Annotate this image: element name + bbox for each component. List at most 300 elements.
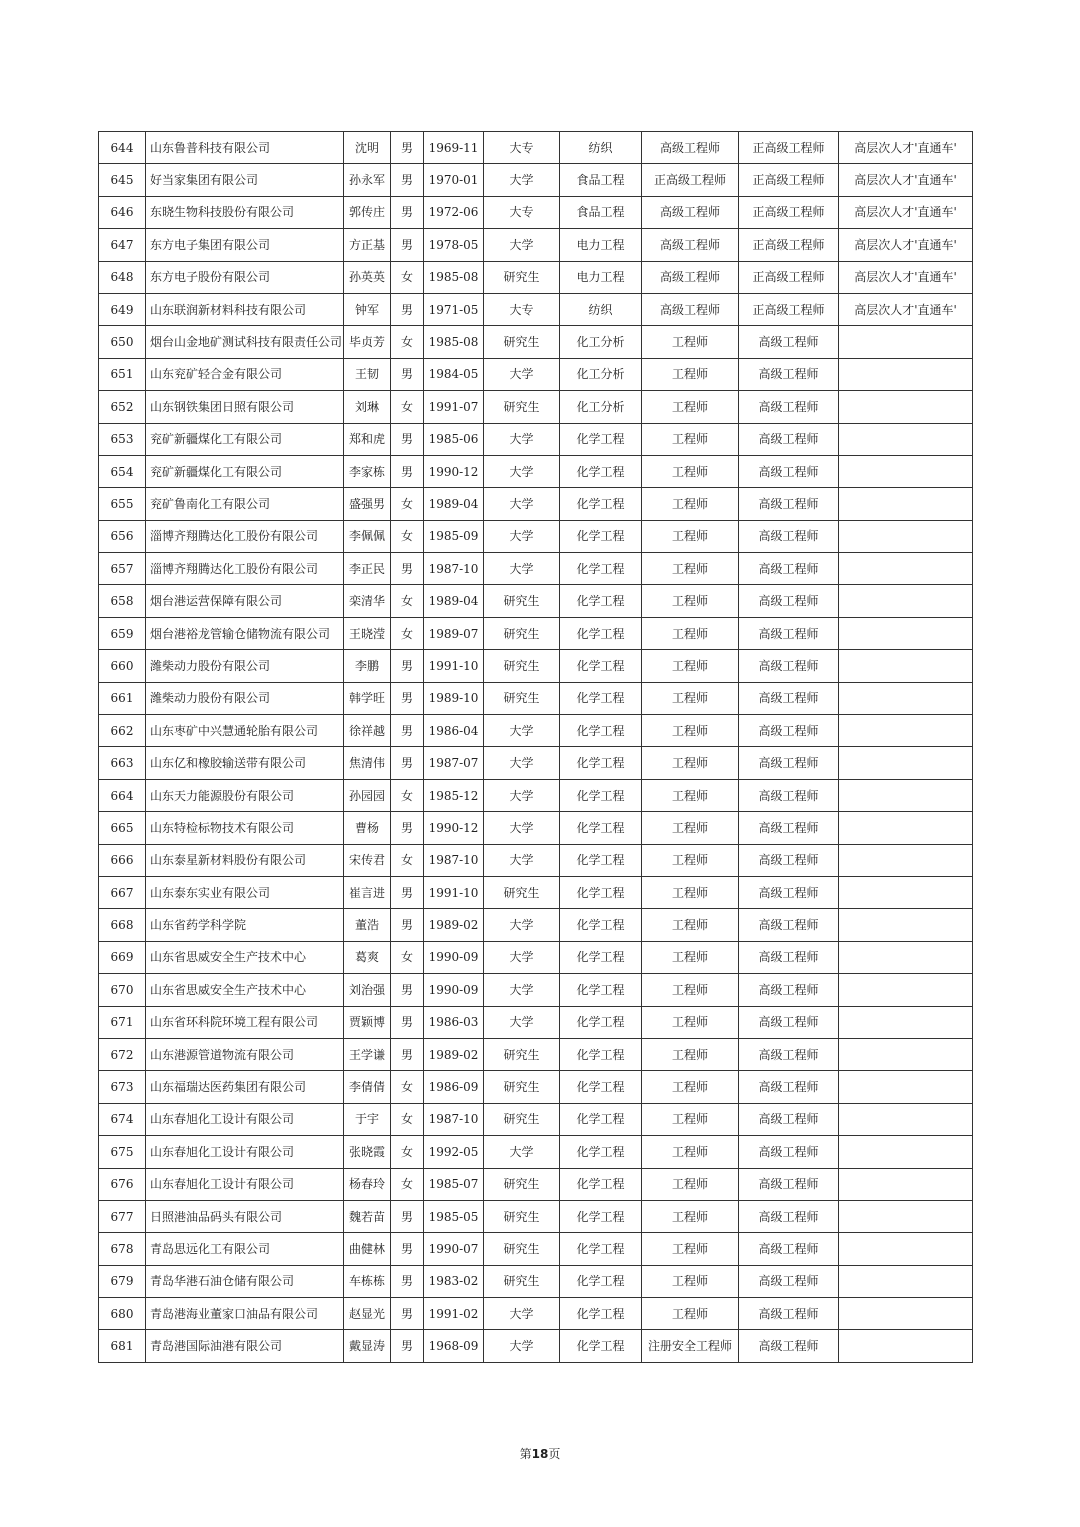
cell-name: 李倩倩: [344, 1071, 391, 1103]
cell-education: 大学: [484, 1298, 560, 1330]
cell-serial-no: 667: [99, 876, 146, 908]
cell-remarks: [839, 488, 973, 520]
cell-applied-title: 高级工程师: [739, 974, 839, 1006]
cell-gender: 男: [391, 974, 424, 1006]
cell-name: 张晓霞: [344, 1136, 391, 1168]
cell-applied-title: 高级工程师: [739, 585, 839, 617]
cell-company: 好当家集团有限公司: [146, 164, 344, 196]
cell-remarks: [839, 1136, 973, 1168]
cell-current-title: 工程师: [642, 1038, 739, 1070]
cell-gender: 男: [391, 1038, 424, 1070]
cell-serial-no: 664: [99, 779, 146, 811]
cell-applied-title: 高级工程师: [739, 391, 839, 423]
cell-remarks: 高层次人才'直通车': [839, 261, 973, 293]
cell-remarks: [839, 1168, 973, 1200]
cell-company: 山东港源管道物流有限公司: [146, 1038, 344, 1070]
cell-company: 日照港油品码头有限公司: [146, 1200, 344, 1232]
cell-gender: 女: [391, 520, 424, 552]
cell-birth-date: 1985-08: [424, 261, 484, 293]
cell-specialty: 化学工程: [560, 1006, 642, 1038]
cell-serial-no: 670: [99, 974, 146, 1006]
table-row: [99, 326, 973, 358]
cell-remarks: [839, 1233, 973, 1265]
cell-education: 大学: [484, 909, 560, 941]
cell-name: 栾清华: [344, 585, 391, 617]
cell-gender: 男: [391, 1298, 424, 1330]
cell-remarks: [839, 844, 973, 876]
cell-birth-date: 1989-07: [424, 617, 484, 649]
cell-education: 研究生: [484, 617, 560, 649]
table-row: [99, 715, 973, 747]
cell-company: 东晓生物科技股份有限公司: [146, 196, 344, 228]
cell-specialty: 化学工程: [560, 682, 642, 714]
cell-birth-date: 1985-09: [424, 520, 484, 552]
cell-name: 崔言进: [344, 876, 391, 908]
table-row: [99, 1200, 973, 1232]
table-row: [99, 876, 973, 908]
cell-gender: 男: [391, 747, 424, 779]
cell-education: 研究生: [484, 1233, 560, 1265]
cell-gender: 男: [391, 293, 424, 325]
cell-education: 研究生: [484, 326, 560, 358]
cell-gender: 男: [391, 1200, 424, 1232]
cell-name: 杨春玲: [344, 1168, 391, 1200]
cell-remarks: [839, 1006, 973, 1038]
cell-gender: 女: [391, 1136, 424, 1168]
table-row: [99, 909, 973, 941]
table-row: [99, 391, 973, 423]
cell-name: 郑和虎: [344, 423, 391, 455]
cell-birth-date: 1990-07: [424, 1233, 484, 1265]
cell-birth-date: 1972-06: [424, 196, 484, 228]
cell-name: 沈明: [344, 132, 391, 164]
cell-gender: 男: [391, 553, 424, 585]
cell-applied-title: 高级工程师: [739, 941, 839, 973]
cell-specialty: 电力工程: [560, 261, 642, 293]
cell-education: 研究生: [484, 1071, 560, 1103]
table-row: [99, 293, 973, 325]
cell-gender: 女: [391, 1071, 424, 1103]
table-row: [99, 196, 973, 228]
cell-company: 山东泰东实业有限公司: [146, 876, 344, 908]
cell-serial-no: 656: [99, 520, 146, 552]
cell-serial-no: 680: [99, 1298, 146, 1330]
cell-birth-date: 1990-09: [424, 974, 484, 1006]
cell-company: 山东天力能源股份有限公司: [146, 779, 344, 811]
cell-name: 王晓滢: [344, 617, 391, 649]
cell-applied-title: 高级工程师: [739, 876, 839, 908]
cell-applied-title: 高级工程师: [739, 455, 839, 487]
cell-gender: 女: [391, 326, 424, 358]
cell-serial-no: 681: [99, 1330, 146, 1362]
cell-education: 研究生: [484, 650, 560, 682]
cell-applied-title: 高级工程师: [739, 1071, 839, 1103]
cell-birth-date: 1991-10: [424, 650, 484, 682]
cell-applied-title: 高级工程师: [739, 747, 839, 779]
cell-gender: 女: [391, 488, 424, 520]
cell-company: 东方电子集团有限公司: [146, 229, 344, 261]
cell-education: 大学: [484, 747, 560, 779]
cell-remarks: [839, 1298, 973, 1330]
cell-birth-date: 1984-05: [424, 358, 484, 390]
cell-specialty: 化学工程: [560, 1038, 642, 1070]
cell-specialty: 化学工程: [560, 455, 642, 487]
cell-current-title: 工程师: [642, 974, 739, 1006]
cell-education: 研究生: [484, 1200, 560, 1232]
cell-remarks: [839, 876, 973, 908]
cell-name: 于宇: [344, 1103, 391, 1135]
cell-applied-title: 高级工程师: [739, 1006, 839, 1038]
cell-current-title: 高级工程师: [642, 293, 739, 325]
cell-remarks: [839, 585, 973, 617]
table-row: [99, 1168, 973, 1200]
cell-current-title: 工程师: [642, 455, 739, 487]
cell-name: 葛爽: [344, 941, 391, 973]
cell-gender: 女: [391, 261, 424, 293]
cell-remarks: 高层次人才'直通车': [839, 196, 973, 228]
cell-education: 研究生: [484, 585, 560, 617]
cell-education: 大学: [484, 844, 560, 876]
cell-serial-no: 679: [99, 1265, 146, 1297]
personnel-table: [98, 131, 973, 1363]
cell-applied-title: 正高级工程师: [739, 164, 839, 196]
cell-gender: 女: [391, 844, 424, 876]
cell-education: 大学: [484, 1006, 560, 1038]
cell-company: 烟台港运营保障有限公司: [146, 585, 344, 617]
cell-birth-date: 1990-09: [424, 941, 484, 973]
cell-remarks: 高层次人才'直通车': [839, 229, 973, 261]
cell-birth-date: 1983-02: [424, 1265, 484, 1297]
cell-specialty: 化学工程: [560, 715, 642, 747]
cell-remarks: [839, 520, 973, 552]
cell-gender: 男: [391, 715, 424, 747]
cell-name: 孙永军: [344, 164, 391, 196]
cell-specialty: 化学工程: [560, 650, 642, 682]
page-suffix: 页: [548, 1447, 561, 1461]
cell-specialty: 化学工程: [560, 941, 642, 973]
table-row: [99, 1103, 973, 1135]
table-row: [99, 553, 973, 585]
cell-remarks: [839, 779, 973, 811]
cell-education: 研究生: [484, 876, 560, 908]
table-row: [99, 1071, 973, 1103]
cell-serial-no: 663: [99, 747, 146, 779]
cell-name: 李鹏: [344, 650, 391, 682]
cell-birth-date: 1991-02: [424, 1298, 484, 1330]
cell-gender: 男: [391, 132, 424, 164]
cell-serial-no: 658: [99, 585, 146, 617]
cell-name: 孙英英: [344, 261, 391, 293]
cell-specialty: 化学工程: [560, 974, 642, 1006]
cell-education: 研究生: [484, 682, 560, 714]
cell-name: 郭传庄: [344, 196, 391, 228]
table-row: [99, 229, 973, 261]
cell-name: 韩学旺: [344, 682, 391, 714]
cell-company: 山东泰星新材料股份有限公司: [146, 844, 344, 876]
cell-applied-title: 正高级工程师: [739, 229, 839, 261]
cell-remarks: [839, 974, 973, 1006]
cell-specialty: 化学工程: [560, 553, 642, 585]
cell-gender: 男: [391, 196, 424, 228]
cell-current-title: 正高级工程师: [642, 164, 739, 196]
cell-applied-title: 高级工程师: [739, 617, 839, 649]
cell-applied-title: 高级工程师: [739, 682, 839, 714]
table-row: [99, 1136, 973, 1168]
cell-gender: 男: [391, 358, 424, 390]
table-row: [99, 1298, 973, 1330]
cell-company: 山东鲁普科技有限公司: [146, 132, 344, 164]
cell-education: 大学: [484, 941, 560, 973]
cell-applied-title: 高级工程师: [739, 1330, 839, 1362]
cell-gender: 女: [391, 585, 424, 617]
cell-specialty: 化工分析: [560, 326, 642, 358]
cell-remarks: [839, 617, 973, 649]
cell-serial-no: 644: [99, 132, 146, 164]
cell-current-title: 工程师: [642, 876, 739, 908]
cell-applied-title: 高级工程师: [739, 650, 839, 682]
cell-company: 潍柴动力股份有限公司: [146, 682, 344, 714]
cell-education: 大学: [484, 488, 560, 520]
table-row: [99, 941, 973, 973]
cell-education: 大学: [484, 812, 560, 844]
cell-current-title: 工程师: [642, 1136, 739, 1168]
cell-current-title: 高级工程师: [642, 132, 739, 164]
cell-serial-no: 669: [99, 941, 146, 973]
table-row: [99, 617, 973, 649]
cell-remarks: [839, 1071, 973, 1103]
table-row: [99, 488, 973, 520]
cell-education: 研究生: [484, 1103, 560, 1135]
page-prefix: 第: [519, 1447, 532, 1461]
cell-specialty: 化学工程: [560, 1136, 642, 1168]
cell-serial-no: 648: [99, 261, 146, 293]
cell-serial-no: 675: [99, 1136, 146, 1168]
cell-birth-date: 1991-07: [424, 391, 484, 423]
cell-current-title: 高级工程师: [642, 261, 739, 293]
cell-serial-no: 671: [99, 1006, 146, 1038]
cell-specialty: 化学工程: [560, 876, 642, 908]
cell-company: 山东省药学科学院: [146, 909, 344, 941]
cell-company: 山东钢铁集团日照有限公司: [146, 391, 344, 423]
cell-serial-no: 652: [99, 391, 146, 423]
table-row: [99, 650, 973, 682]
cell-applied-title: 高级工程师: [739, 844, 839, 876]
cell-name: 李佩佩: [344, 520, 391, 552]
cell-serial-no: 672: [99, 1038, 146, 1070]
cell-education: 大学: [484, 974, 560, 1006]
cell-applied-title: 高级工程师: [739, 326, 839, 358]
cell-current-title: 工程师: [642, 358, 739, 390]
cell-birth-date: 1969-11: [424, 132, 484, 164]
cell-birth-date: 1989-04: [424, 488, 484, 520]
cell-education: 研究生: [484, 1265, 560, 1297]
cell-applied-title: 高级工程师: [739, 1038, 839, 1070]
cell-education: 研究生: [484, 1168, 560, 1200]
cell-remarks: [839, 358, 973, 390]
cell-current-title: 工程师: [642, 1200, 739, 1232]
page-footer: [0, 1445, 1080, 1462]
cell-gender: 男: [391, 909, 424, 941]
cell-gender: 女: [391, 779, 424, 811]
cell-education: 研究生: [484, 1038, 560, 1070]
cell-serial-no: 661: [99, 682, 146, 714]
cell-remarks: [839, 812, 973, 844]
cell-current-title: 注册安全工程师: [642, 1330, 739, 1362]
table-body: [99, 132, 973, 1363]
table-row: [99, 585, 973, 617]
table-row: [99, 1006, 973, 1038]
cell-birth-date: 1987-10: [424, 1103, 484, 1135]
cell-name: 曹杨: [344, 812, 391, 844]
cell-applied-title: 高级工程师: [739, 1200, 839, 1232]
cell-current-title: 工程师: [642, 1233, 739, 1265]
cell-gender: 男: [391, 1233, 424, 1265]
cell-serial-no: 649: [99, 293, 146, 325]
cell-applied-title: 高级工程师: [739, 1103, 839, 1135]
cell-specialty: 化学工程: [560, 520, 642, 552]
table-row: [99, 358, 973, 390]
cell-current-title: 工程师: [642, 1298, 739, 1330]
cell-birth-date: 1987-10: [424, 844, 484, 876]
cell-birth-date: 1990-12: [424, 455, 484, 487]
table-row: [99, 747, 973, 779]
cell-applied-title: 高级工程师: [739, 1265, 839, 1297]
cell-name: 宋传君: [344, 844, 391, 876]
cell-name: 车栋栋: [344, 1265, 391, 1297]
cell-remarks: [839, 650, 973, 682]
cell-serial-no: 678: [99, 1233, 146, 1265]
cell-applied-title: 高级工程师: [739, 812, 839, 844]
cell-gender: 男: [391, 650, 424, 682]
cell-specialty: 化学工程: [560, 1168, 642, 1200]
table-row: [99, 132, 973, 164]
cell-current-title: 工程师: [642, 682, 739, 714]
cell-birth-date: 1987-10: [424, 553, 484, 585]
cell-current-title: 高级工程师: [642, 196, 739, 228]
cell-remarks: [839, 1330, 973, 1362]
cell-name: 王学谦: [344, 1038, 391, 1070]
cell-name: 李正民: [344, 553, 391, 585]
cell-specialty: 化学工程: [560, 488, 642, 520]
cell-serial-no: 654: [99, 455, 146, 487]
cell-gender: 女: [391, 1168, 424, 1200]
cell-serial-no: 665: [99, 812, 146, 844]
cell-birth-date: 1991-10: [424, 876, 484, 908]
cell-gender: 女: [391, 391, 424, 423]
cell-applied-title: 高级工程师: [739, 1298, 839, 1330]
cell-remarks: [839, 747, 973, 779]
cell-applied-title: 高级工程师: [739, 1233, 839, 1265]
cell-specialty: 化学工程: [560, 1233, 642, 1265]
cell-education: 大专: [484, 293, 560, 325]
cell-serial-no: 662: [99, 715, 146, 747]
cell-company: 烟台港裕龙管输仓储物流有限公司: [146, 617, 344, 649]
cell-specialty: 化学工程: [560, 1071, 642, 1103]
cell-current-title: 工程师: [642, 553, 739, 585]
cell-applied-title: 高级工程师: [739, 520, 839, 552]
cell-specialty: 化工分析: [560, 358, 642, 390]
cell-birth-date: 1989-10: [424, 682, 484, 714]
table-row: [99, 520, 973, 552]
cell-name: 徐祥越: [344, 715, 391, 747]
cell-education: 大学: [484, 1136, 560, 1168]
cell-remarks: [839, 423, 973, 455]
cell-serial-no: 677: [99, 1200, 146, 1232]
cell-company: 青岛华港石油仓储有限公司: [146, 1265, 344, 1297]
cell-serial-no: 666: [99, 844, 146, 876]
cell-current-title: 工程师: [642, 844, 739, 876]
cell-specialty: 纺织: [560, 132, 642, 164]
cell-company: 淄博齐翔腾达化工股份有限公司: [146, 553, 344, 585]
cell-current-title: 工程师: [642, 941, 739, 973]
cell-education: 大专: [484, 196, 560, 228]
cell-serial-no: 676: [99, 1168, 146, 1200]
cell-serial-no: 668: [99, 909, 146, 941]
cell-education: 大学: [484, 715, 560, 747]
cell-company: 青岛港国际油港有限公司: [146, 1330, 344, 1362]
cell-remarks: [839, 941, 973, 973]
cell-specialty: 化学工程: [560, 1330, 642, 1362]
cell-current-title: 工程师: [642, 1265, 739, 1297]
cell-education: 大学: [484, 779, 560, 811]
cell-specialty: 化学工程: [560, 585, 642, 617]
cell-applied-title: 正高级工程师: [739, 293, 839, 325]
cell-name: 刘琳: [344, 391, 391, 423]
cell-serial-no: 650: [99, 326, 146, 358]
cell-gender: 女: [391, 941, 424, 973]
cell-current-title: 工程师: [642, 520, 739, 552]
cell-remarks: [839, 391, 973, 423]
cell-company: 山东春旭化工设计有限公司: [146, 1103, 344, 1135]
cell-applied-title: 正高级工程师: [739, 132, 839, 164]
cell-education: 大学: [484, 229, 560, 261]
cell-birth-date: 1989-02: [424, 1038, 484, 1070]
cell-company: 山东春旭化工设计有限公司: [146, 1168, 344, 1200]
cell-specialty: 化学工程: [560, 1103, 642, 1135]
table-row: [99, 812, 973, 844]
cell-company: 兖矿新疆煤化工有限公司: [146, 423, 344, 455]
cell-remarks: [839, 1200, 973, 1232]
cell-gender: 男: [391, 1265, 424, 1297]
cell-remarks: [839, 1265, 973, 1297]
table-row: [99, 261, 973, 293]
table-row: [99, 164, 973, 196]
cell-birth-date: 1985-06: [424, 423, 484, 455]
cell-company: 山东特检标物技术有限公司: [146, 812, 344, 844]
cell-remarks: [839, 682, 973, 714]
cell-company: 山东春旭化工设计有限公司: [146, 1136, 344, 1168]
cell-serial-no: 657: [99, 553, 146, 585]
cell-specialty: 化学工程: [560, 747, 642, 779]
table-row: [99, 423, 973, 455]
cell-serial-no: 647: [99, 229, 146, 261]
cell-current-title: 工程师: [642, 715, 739, 747]
table-row: [99, 1038, 973, 1070]
cell-current-title: 工程师: [642, 1071, 739, 1103]
cell-serial-no: 645: [99, 164, 146, 196]
cell-name: 孙园园: [344, 779, 391, 811]
cell-company: 烟台山金地矿测试科技有限责任公司: [146, 326, 344, 358]
cell-remarks: [839, 715, 973, 747]
cell-remarks: [839, 1038, 973, 1070]
table-row: [99, 1330, 973, 1362]
cell-applied-title: 高级工程师: [739, 909, 839, 941]
cell-birth-date: 1990-12: [424, 812, 484, 844]
personnel-table-container: [98, 131, 972, 1363]
cell-applied-title: 高级工程师: [739, 358, 839, 390]
cell-education: 大学: [484, 164, 560, 196]
cell-current-title: 工程师: [642, 909, 739, 941]
